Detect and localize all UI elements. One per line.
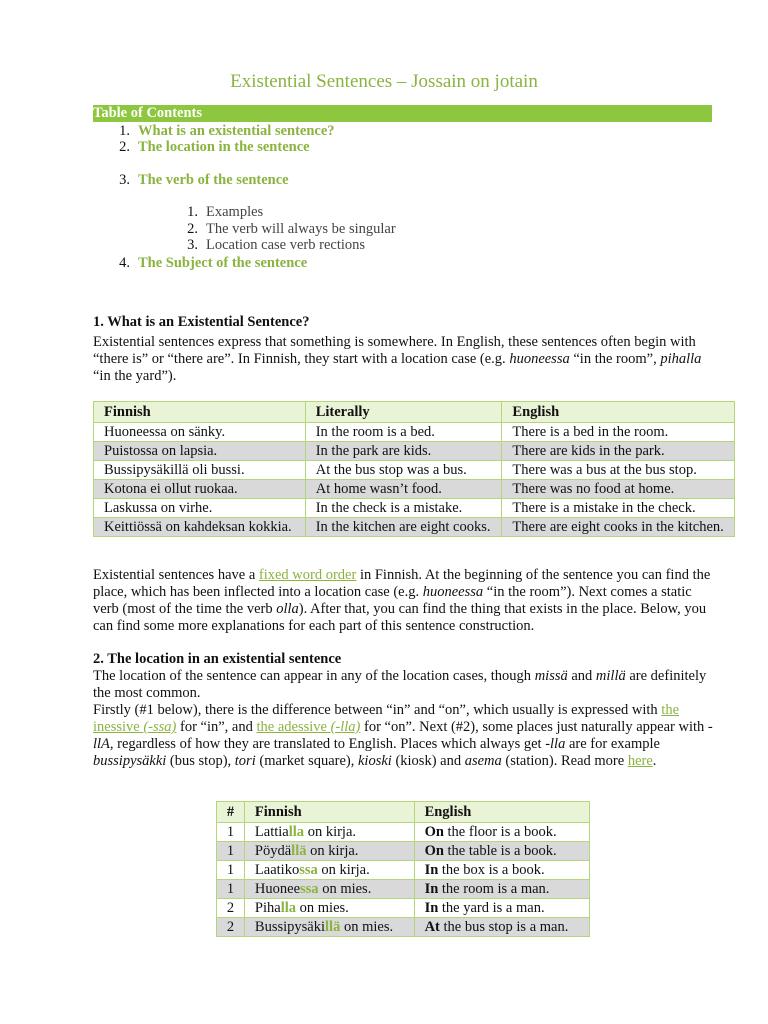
table-row: [217, 918, 590, 937]
toc-item[interactable]: [110, 123, 335, 139]
table-cell: Laatikossa on kirja.: [244, 861, 414, 880]
table-row: [94, 442, 735, 461]
table-cell: 1: [217, 823, 245, 842]
toc-subitem-label[interactable]: Examples: [206, 204, 264, 220]
table-cell: 2: [217, 899, 245, 918]
table-row: [217, 861, 590, 880]
table-header: Finnish: [94, 402, 306, 423]
table-cell: Bussipysäkillä oli bussi.: [94, 461, 306, 480]
toc-item-label[interactable]: The verb of the sentence: [138, 172, 289, 188]
toc-item-number: 4.: [119, 255, 130, 271]
toc-subitem-label[interactable]: The verb will always be singular: [206, 221, 396, 237]
table-cell: In the room is a man.: [414, 880, 589, 899]
toc-item-number: 1.: [187, 204, 198, 220]
table-cell: At the bus stop is a man.: [414, 918, 589, 937]
toc-subitem-label[interactable]: Location case verb rections: [206, 237, 366, 253]
table-cell: In the room is a bed.: [305, 423, 502, 442]
table-row: [217, 899, 590, 918]
table-header: English: [502, 402, 735, 423]
location-intro-paragraph: The location of the sentence can appear in any of the location cases, though missä and millä are definitely the most common.: [93, 668, 707, 701]
table-header-row: [217, 802, 590, 823]
read-more-link[interactable]: here: [627, 753, 653, 769]
table-cell: In the check is a mistake.: [305, 499, 502, 518]
table-cell: There was a bus at the bus stop.: [502, 461, 735, 480]
table-cell: At home wasn’t food.: [305, 480, 502, 499]
table-header: #: [217, 802, 245, 823]
table-cell: Huoneessa on mies.: [244, 880, 414, 899]
table-cell: Puistossa on lapsia.: [94, 442, 306, 461]
toc-item-label[interactable]: The Subject of the sentence: [138, 255, 308, 271]
adessive-link[interactable]: the adessive (-lla): [256, 719, 361, 735]
table-cell: 2: [217, 918, 245, 937]
table-cell: In the kitchen are eight cooks.: [305, 518, 502, 537]
table-row: [217, 823, 590, 842]
table-header: English: [414, 802, 589, 823]
toc-item-number: 1.: [119, 123, 130, 139]
inessive-link[interactable]: the inessive (-ssa): [93, 702, 680, 735]
table-row: [94, 518, 735, 537]
table-row: [94, 499, 735, 518]
table-cell: In the box is a book.: [414, 861, 589, 880]
toc-item[interactable]: [110, 172, 289, 188]
location-cases-table: [216, 801, 590, 937]
word-order-paragraph: Existential sentences have a fixed word order in Finnish. At the beginning of the sentence you can find the place, which has been inflected into a location case (e.g. huoneessa “in the room”). Next comes a static verb (most of the time the verb olla). After that, you can find the thing that exists in the place. Below, you can find some more explanations for each part of this sentence construction.: [93, 567, 711, 634]
page-title: Existential Sentences – Jossain on jotain: [230, 71, 538, 92]
examples-table: [93, 401, 735, 537]
toc-subitem[interactable]: [178, 204, 263, 220]
table-cell: At the bus stop was a bus.: [305, 461, 502, 480]
table-cell: In the park are kids.: [305, 442, 502, 461]
table-header-row: [94, 402, 735, 423]
fixed-word-order-link[interactable]: fixed word order: [258, 567, 357, 583]
toc-item-label[interactable]: What is an existential sentence?: [138, 123, 335, 139]
table-cell: On the floor is a book.: [414, 823, 589, 842]
table-row: [94, 480, 735, 499]
table-cell: There was no food at home.: [502, 480, 735, 499]
table-row: [217, 842, 590, 861]
toc-item-number: 2.: [119, 139, 130, 155]
table-cell: Keittiössä on kahdeksan kokkia.: [94, 518, 306, 537]
table-cell: On the table is a book.: [414, 842, 589, 861]
toc-item-number: 3.: [119, 172, 130, 188]
table-cell: There is a mistake in the check.: [502, 499, 735, 518]
toc-subitem[interactable]: [178, 221, 396, 237]
table-cell: Laskussa on virhe.: [94, 499, 306, 518]
toc-item[interactable]: [110, 139, 310, 155]
location-details-paragraph: Firstly (#1 below), there is the difference between “in” and “on”, which usually is expressed with the inessive (-ssa) for “in”, and the adessive (-lla) for “on”. Next (#2), some places just naturally appear with -llA, regardless of how they are translated to English. Places which always get -lla are for example bussipysäkki (bus stop), tori (market square), kioski (kiosk) and asema (station). Read more here.: [93, 702, 713, 769]
toc-item-number: 3.: [187, 237, 198, 253]
table-cell: In the yard is a man.: [414, 899, 589, 918]
table-cell: Bussipysäkillä on mies.: [244, 918, 414, 937]
table-cell: 1: [217, 861, 245, 880]
table-cell: Huoneessa on sänky.: [94, 423, 306, 442]
table-cell: 1: [217, 842, 245, 861]
section1-heading: 1. What is an Existential Sentence?: [93, 314, 310, 330]
table-cell: Kotona ei ollut ruokaa.: [94, 480, 306, 499]
table-cell: 1: [217, 880, 245, 899]
table-cell: Lattialla on kirja.: [244, 823, 414, 842]
section1-intro-paragraph: Existential sentences express that something is somewhere. In English, these sentences often begin with “there is” or “there are”. In Finnish, they start with a location case (e.g. huoneessa “in the room”, pihalla “in the yard”).: [93, 334, 702, 384]
toc-item-number: 2.: [187, 221, 198, 237]
table-row: [94, 461, 735, 480]
section2-heading: 2. The location in an existential sentence: [93, 651, 342, 667]
table-row: [94, 423, 735, 442]
toc-item-label[interactable]: The location in the sentence: [138, 139, 310, 155]
table-header: Finnish: [244, 802, 414, 823]
toc-item[interactable]: [110, 255, 307, 271]
table-cell: There is a bed in the room.: [502, 423, 735, 442]
table-cell: There are kids in the park.: [502, 442, 735, 461]
table-row: [217, 880, 590, 899]
table-cell: Pöydällä on kirja.: [244, 842, 414, 861]
toc-subitem[interactable]: [178, 237, 365, 253]
table-header: Literally: [305, 402, 502, 423]
table-cell: There are eight cooks in the kitchen.: [502, 518, 735, 537]
table-cell: Pihalla on mies.: [244, 899, 414, 918]
toc-heading: Table of Contents: [93, 105, 712, 122]
